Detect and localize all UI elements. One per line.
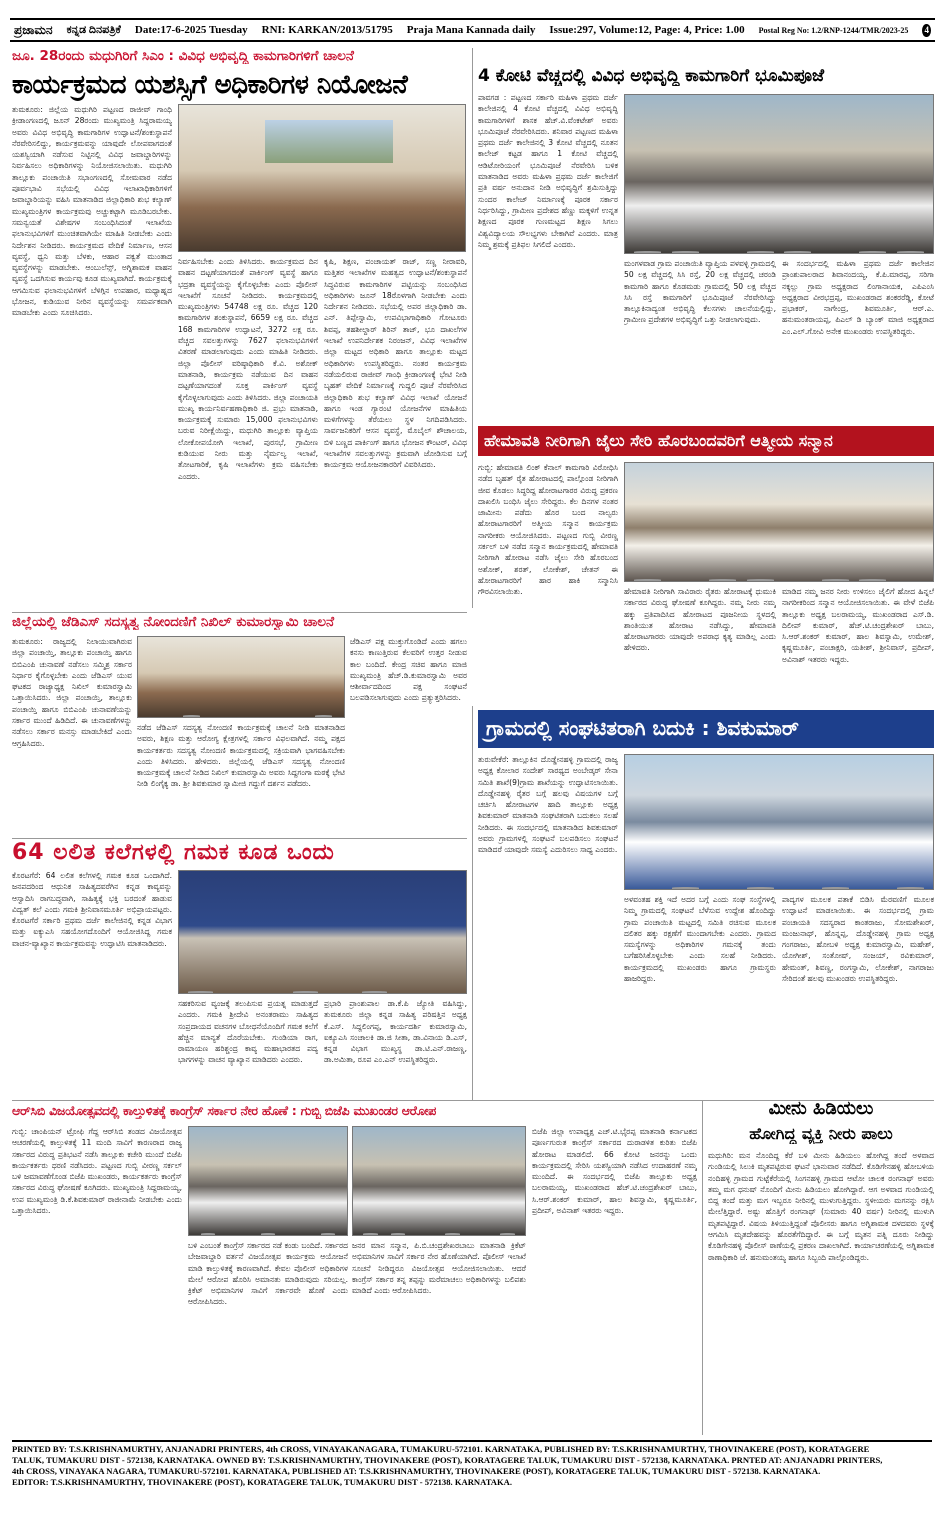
story2-column-1: ಪಾವಗಡ : ಪಟ್ಟಣದ ಸರ್ಕಾರಿ ಮಹಿಳಾ ಪ್ರಥಮ ದರ್ಜೆ ಕಾಲೇಜಿನಲ್ಲಿ 4 ಕೋಟಿ ವೆಚ್ಚದಲ್ಲಿ ವಿವಿಧ ಅಭಿವೃದ್ಧಿ ಕಾಮಗಾರಿಗಳಿಗೆ ಶಾಸಕ ಹೆಚ್.ವಿ.ವೆಂಕಟೇಶ್ ಅವರು ಭೂಮಿಪೂಜೆ ನೆರವೇರಿಸಿದರು. ಶನಿವಾರ ಪಟ್ಟಣದ ಮಹಿಳಾ ಪ್ರಥಮ ದರ್ಜೆ ಕಾಲೇಜಿನಲ್ಲಿ 3 ಕೋಟಿ ವೆಚ್ಚದಲ್ಲಿ ನೂತನ ಕಾಲೇಜ್ ಕಟ್ಟಡ ಹಾಗೂ 1 ಕೋಟಿ ವೆಚ್ಚದಲ್ಲಿ ಆಡಿಟೋರಿಯಂಗೆ ಭೂಮಿಪೂಜೆ ನೆರವೇರಿಸಿ ಬಳಿಕ ಮಾತನಾಡಿದ ಅವರು ಮಹಿಳಾ ಪ್ರಥಮ ದರ್ಜೆ ಕಾಲೇಜಿಗೆ ಪ್ರತಿ ವರ್ಷ ಅನುದಾನ ನೀಡಿ ಅಭಿವೃದ್ಧಿಗೆ ಶ್ರಮಿಸುತ್ತಿದ್ದು ಸುಂದರ ಕಾಲೇಜ್ ನಿರ್ಮಾಣಕ್ಕೆ ಪೂರಕ ಸರ್ಕಾರ ನಿರ್ಧರಿಸಿದ್ದು, ಗ್ರಾಮೀಣ ಪ್ರದೇಶದ ಹೆಣ್ಣು ಮಕ್ಕಳಿಗೆ ಉನ್ನತ ಶಿಕ್ಷಣದ ಪೂರಕ ಗುಣಮಟ್ಟದ ಶಿಕ್ಷಣ ಸಿಗಲು ವಿಶ್ವವಿದ್ಯಾಲಯ ಸೌಲಭ್ಯಗಳು ಬೇಕಾಗಿವೆ ಎಂದರು. ಮಾತ್ರ ನಿಮ್ಮ ಶ್ರಮಕ್ಕೆ ಪ್ರತಿಫಲ ಸಿಗಲಿದೆ ಎಂದರು.	[478, 93, 618, 249]
story4-headline: ಜಿಲ್ಲೆಯಲ್ಲಿ ಜೆಡಿಎಸ್ ಸದಸ್ಯತ್ವ ನೋಂದಣಿಗೆ ನಿಖಿಲ್ ಕುಮಾರಸ್ವಾಮಿ ಚಾಲನೆ	[12, 614, 335, 630]
story1-headline: ಕಾರ್ಯಕ್ರಮದ ಯಶಸ್ಸಿಗೆ ಅಧಿಕಾರಿಗಳ ನಿಯೋಜನೆ	[12, 70, 408, 100]
story2-column-2: ಮಂಗಳವಾಡ ಗ್ರಾಮ ಪಂಚಾಯಿತಿ ವ್ಯಾಪ್ತಿಯ ಪಳವಳ್ಳಿ ಗ್ರಾಮದಲ್ಲಿ 50 ಲಕ್ಷ ವೆಚ್ಚದಲ್ಲಿ ಸಿಸಿ ರಸ್ತೆ, 20 ಲಕ್ಷ ವೆಚ್ಚದಲ್ಲಿ ಚರಂಡಿ ಕಾಮಗಾರಿ ಹಾಗೂ ಕೊಡಮಡು ಗ್ರಾಮದಲ್ಲಿ 50 ಲಕ್ಷ ವೆಚ್ಚದ ಸಿಸಿ ರಸ್ತೆ ಕಾಮಗಾರಿಗೆ ಭೂಮಿಪೂಜೆ ನೆರವೇರಿಸಿದ್ದು ತಾಲ್ಲೂಕಿನಾದ್ಯಂತ ಅಭಿವೃದ್ಧಿ ಕೆಲಸಗಳು ಚಾಲನೆಯಲ್ಲಿದ್ದು, ಗ್ರಾಮೀಣ ಪ್ರದೇಶಗಳ ಅಭಿವೃದ್ಧಿಗೆ ಒತ್ತು ನೀಡಲಾಗುವುದು.	[624, 259, 776, 325]
story3-column-1: ಗುಬ್ಬಿ: ಹೇಮಾವತಿ ಲಿಂಕ್ ಕೆನಾಲ್ ಕಾಮಗಾರಿ ವಿರೋಧಿಸಿ ನಡೆದ ಬೃಹತ್ ರೈತ ಹೋರಾಟದಲ್ಲಿ ಪಾಲ್ಗೊಂಡ ನೀರಿಗಾಗಿ ಜೀವ ಕೊಡಲು ಸಿದ್ಧರಿದ್ದ ಹೋರಾಟಗಾರರ ವಿರುದ್ಧ ಪ್ರಕರಣ ದಾಖಲಿಸಿ ಬಂಧಿಸಿ ಜೈಲು ಸೇರಿದ್ದರು. ಕೆಲ ದಿನಗಳ ನಂತರ ಜಾಮೀನು ಪಡೆದು ಹೊರ ಬಂದ ನಾಲ್ವರು ಹೋರಾಟಗಾರರಿಗೆ ಅತ್ಮೀಯ ಸನ್ಮಾನ ಕಾರ್ಯಕ್ರಮ ನಾಗರೀಕರು ಆಯೋಜಿಸಿದರು. ಪಟ್ಟಣದ ಗುಬ್ಬಿ ವೀರಣ್ಣ ಸರ್ಕಲ್ ಬಳಿ ನಡೆದ ಸನ್ಮಾನ ಕಾರ್ಯಕ್ರಮದಲ್ಲಿ ಹೇಮಾವತಿ ನೀರಿಗಾಗಿ ಹೋರಾಟ ನಡೆಸಿ ಜೈಲು ಸೇರಿ ಹೊರಬಂದ ಅಶೋಕ್, ಶರತ್, ಲೋಕೇಶ್, ಚೇತನ್ ಈ ಹೋರಾಟಗಾರರಿಗೆ ಹಾರ ಹಾಕಿ ಸನ್ಮಾನಿಸಿ ಗೌರವಿಸಲಾಯಿತು.	[478, 463, 618, 597]
imprint-line-1: PRINTED BY: T.S.KRISHNAMURTHY, ANJANADRI PRINTERS, 4th CROSS, VINAYAKANAGARA, TUMAKURU-572101. KARNATAKA, PUBLISHED BY: T.S.KRISHNAMURTHY, THOVINAKERE (POST), KORATAGERE	[12, 1444, 870, 1454]
masthead-tagline: ಕನ್ನಡ ದಿನಪತ್ರಿಕೆ	[66, 23, 121, 36]
story3-headline: ಹೇಮಾವತಿ ನೀರಿಗಾಗಿ ಜೈಲು ಸೇರಿ ಹೊರಬಂದವರಿಗೆ ಆತ್ಮೀಯ ಸನ್ಮಾನ	[478, 426, 934, 456]
story7-column-3: ಜನರ ಮಾನ ಸನ್ಮಾನ, ಪಿ.ಬಿ.ಚಂದ್ರಶೇಖರಬಾಬು ಮಾತನಾಡಿ ಕ್ರಿಕೆಟ್ ಅಭಿಮಾನಿಗಳ ಸಾವಿಗೆ ಸರ್ಕಾರ ನೇರ ಹೊಣೆಯಾಗಿದೆ. ಪೊಲೀಸ್ ಇಲಾಖೆ ಸೂಚನೆ ನೀಡಿದ್ದರೂ ವಿಜಯೋತ್ಸವ ಆಯೋಜಿಸಲಾಯಿತು. ಆದರೆ ಕಾಂಗ್ರೆಸ್ ಸರ್ಕಾರ ತನ್ನ ತಪ್ಪನ್ನು ಮರೆಮಾಚಲು ಅಧಿಕಾರಿಗಳನ್ನು ಬಲಿಪಶು ಮಾಡಿದೆ ಎಂದು ಆರೋಪಿಸಿದರು.	[352, 1241, 526, 1296]
page-number-badge: 4	[922, 24, 931, 37]
story8-body: ಮಧುಗಿರಿ: ಮನ ನೊಂದಿದ್ದ ಕೆರೆ ಬಳಿ ಮೀನು ಹಿಡಿಯಲು ಹೋಗಿದ್ದ ತಂದೆ ಅಳವಾದ ಗುಂಡಿಯಲ್ಲಿ ಸಿಲುಕಿ ಮೃತಪಟ್ಟಿರುವ ಘಟನೆ ಭಾನುವಾರ ನಡೆದಿದೆ. ಕೊಡಿಗೇನಹಳ್ಳಿ ಹೋಬಳಿಯ ನಂದಿಹಳ್ಳಿ ಗ್ರಾಮದ ಗುಟ್ಟೆಕೆರೆಯಲ್ಲಿ ಸಿಂಗನಹಳ್ಳಿ ಗ್ರಾಮದ ಆಟೋ ಚಾಲಕ ರಂಗನಾಥ್ ಅವರು ತಮ್ಮ ಮಗ ಧನುಷ್ ನೊಂದಿಗೆ ಮೀನು ಹಿಡಿಯಲು ಹೋಗಿದ್ದಾರೆ. ಆಗ ಅಳವಾದ ಗುಂಡಿಯಲ್ಲಿ ಬಿದ್ದ ತಂದೆ ಮತ್ತು ಮಗ ಇಬ್ಬರೂ ನೀರಿನಲ್ಲಿ ಮುಳುಗುತ್ತಿದ್ದರು. ಸ್ಥಳೀಯರು ಮಗನನ್ನು ರಕ್ಷಿಸಿ ಮೇಲೆತ್ತಿದ್ದಾರೆ. ಅಷ್ಟು ಹೊತ್ತಿಗೆ ರಂಗನಾಥ್ (ಸುಮಾರು 40 ವರ್ಷ) ನೀರಿನಲ್ಲಿ ಮುಳುಗಿ ಮೃತಪಟ್ಟಿದ್ದಾರೆ. ವಿಷಯ ತಿಳಿಯುತ್ತಿದ್ದಂತೆ ಪೊಲೀಸರು ಹಾಗೂ ಅಗ್ನಿಶಾಮಕ ದಳದವರು ಸ್ಥಳಕ್ಕೆ ಆಗಮಿಸಿ ಮೃತದೇಹವನ್ನು ಹೊರತೆಗೆದಿದ್ದಾರೆ. ಈ ಬಗ್ಗೆ ಮೃತನ ಪತ್ನಿ ದೂರು ನೀಡಿದ್ದು ಕೊಡಿಗೇನಹಳ್ಳಿ ಪೊಲೀಸ್ ಠಾಣೆಯಲ್ಲಿ ಪ್ರಕರಣ ದಾಖಲಾಗಿದೆ. ಕಾರ್ಯಾಚರಣೆಯಲ್ಲಿ ಅಗ್ನಿಶಾಮಕ ಠಾಣಾಧಿಕಾರಿ ಜೆ. ಹನುಮಂತಯ್ಯ ಹಾಗೂ ಸಿಬ್ಬಂದಿ ಪಾಲ್ಗೊಂಡಿದ್ದರು.	[708, 1151, 934, 1262]
story8-headline-line1: ಮೀನು ಹಿಡಿಯಲು	[768, 1098, 874, 1119]
story1-column-2: ನಿರ್ವಹಿಸಬೇಕು ಎಂದು ತಿಳಿಸಿದರು. ಕಾರ್ಯಕ್ರಮದ ದಿನ ವಾಹನ ದಟ್ಟಣೆಯಾಗದಂತೆ ಪಾರ್ಕಿಂಗ್ ವ್ಯವಸ್ಥೆ ಹಾಗೂ ಭದ್ರತಾ ವ್ಯವಸ್ಥೆಯನ್ನು ಕೈಗೊಳ್ಳಬೇಕು ಎಂದು ಪೊಲೀಸ್ ಇಲಾಖೆಗೆ ಸೂಚನೆ ನೀಡಿದರು. ಕಾರ್ಯಕ್ರಮದಲ್ಲಿ ಮುಖ್ಯಮಂತ್ರಿಗಳು 54748 ಲಕ್ಷ ರೂ. ವೆಚ್ಚದ 120 ಕಾಮಗಾರಿಗಳ ಶಂಕುಸ್ಥಾಪನೆ, 6659 ಲಕ್ಷ ರೂ. ವೆಚ್ಚದ 168 ಕಾಮಗಾರಿಗಳ ಉದ್ಘಾಟನೆ, 3272 ಲಕ್ಷ ರೂ. ವೆಚ್ಚದ ಸವಲತ್ತುಗಳನ್ನು 7627 ಫಲಾನುಭವಿಗಳಿಗೆ ವಿತರಣೆ ಮಾಡಲಾಗುವುದು ಎಂದು ಮಾಹಿತಿ ನೀಡಿದರು. ಜಿಲ್ಲಾ ಪೊಲೀಸ್ ವರಿಷ್ಠಾಧಿಕಾರಿ ಕೆ.ವಿ. ಅಶೋಕ್ ಮಾತನಾಡಿ, ಕಾರ್ಯಕ್ರಮ ನಡೆಯುವ ದಿನ ವಾಹನ ದಟ್ಟಣೆಯಾಗದಂತೆ ಸೂಕ್ತ ಪಾರ್ಕಿಂಗ್ ವ್ಯವಸ್ಥೆ ಕೈಗೊಳ್ಳಲಾಗುವುದು ಎಂದು ತಿಳಿಸಿದರು. ಜಿಲ್ಲಾ ಪಂಚಾಯತಿ ಮುಖ್ಯ ಕಾರ್ಯನಿರ್ವಹಣಾಧಿಕಾರಿ ಜಿ. ಪ್ರಭು ಮಾತನಾಡಿ, ಕಾರ್ಯಕ್ರಮಕ್ಕೆ ಸುಮಾರು 15,000 ಫಲಾನುಭವಿಗಳು ಬರುವ ನಿರೀಕ್ಷೆಯಿದ್ದು, ಮಧುಗಿರಿ ತಾಲ್ಲೂಕು ವ್ಯಾಪ್ತಿಯ ಲೋಕೋಪಯೋಗಿ ಇಲಾಖೆ, ಪುರಸಭೆ, ಗ್ರಾಮೀಣ ಕುಡಿಯುವ ನೀರು ಮತ್ತು ನೈರ್ಮಲ್ಯ ಇಲಾಖೆ, ತೋಟಗಾರಿಕೆ, ಕೃಷಿ ಇಲಾಖೆಗಳು ಕ್ರಮ ವಹಿಸಬೇಕು ಎಂದರು.	[178, 257, 318, 481]
story5-photo-gamaka	[178, 870, 467, 994]
story6-column-1: ತುರುವೇಕೆರೆ: ತಾಲ್ಲೂಕಿನ ದೊಡ್ಡೇನಹಳ್ಳಿ ಗ್ರಾಮದಲ್ಲಿ ರಾಜ್ಯ ಅಧ್ಯಕ್ಷ ಕೋಲಾರ ಸಂದೇಶ್ ಸಾರಥ್ಯದ ಅಂಬೇಡ್ಕರ್ ಸೇನಾ ಸಮಿತಿ ಶಾಖೆ(9)ಗ್ರಾಮ ಶಾಖೆಯನ್ನು ಉದ್ಘಾಟಿಸಲಾಯಿತು. ದೊಡ್ಡೇನಹಳ್ಳಿ ರೈತರ ಬಗ್ಗೆ ಹಲವು ವಿಷಯಗಳ ಬಗ್ಗೆ ಚರ್ಚಿಸಿ ಹೋರಾಟಗಳ ಹಾದಿ ತಾಲ್ಲೂಕು ಅಧ್ಯಕ್ಷ ಶಿವಕುಮಾರ್ ಮಾತನಾಡಿ ಸಂಘಟಿತರಾಗಿ ಬದುಕಲು ಸಲಹೆ ನೀಡಿದರು. ಈ ಸಂದರ್ಭದಲ್ಲಿ ಮಾತನಾಡಿದ ಶಿವಕುಮಾರ್ ಅವರು ಗ್ರಾಮಗಳಲ್ಲಿ ಸಂಘಟನೆ ಬಲಪಡಿಸಲು ಸಂಘಟನೆ ಮಾಡಿದರೆ ಯಾವುದೇ ಸಮಸ್ಯೆ ಎದುರಿಸಲು ಸಾಧ್ಯ ಎಂದರು.	[478, 755, 618, 855]
story2-headline: 4 ಕೋಟಿ ವೆಚ್ಚದಲ್ಲಿ ವಿವಿಧ ಅಭಿವೃದ್ಧಿ ಕಾಮಗಾರಿಗೆ ಭೂಮಿಪೂಜೆ	[478, 66, 825, 86]
story8-headline-line2: ಹೋಗಿದ್ದ ವ್ಯಕ್ತಿ ನೀರು ಪಾಲು	[749, 1124, 893, 1143]
story5-column-1: ಕೊರಟಗೆರೆ: 64 ಲಲಿತ ಕಲೆಗಳಲ್ಲಿ ಗಮಕ ಕೂಡ ಒಂದಾಗಿದೆ. ಜನಪದರಿಂದ ಆಧುನಿಕ ಸಾಹಿತ್ಯದವರೆಗಿನ ಕನ್ನಡ ಕಾವ್ಯವನ್ನು ಆಸ್ವಾದಿಸಿ ರಾಗಬದ್ಧವಾಗಿ, ಸಾಹಿತ್ಯಕ್ಕೆ ಭಕ್ತಿ ಬರದಂತೆ ಹಾಡುವ ವಿದ್ವತ್ ಕಲೆ ಎಂದು ಗಮಕಿ ಶ್ರೀನಿವಾಸಮೂರ್ತಿ ಅಭಿಪ್ರಾಯಪಟ್ಟರು. ಕೊರಟಗೆರೆ ಸರ್ಕಾರಿ ಪ್ರಥಮ ದರ್ಜೆ ಕಾಲೇಜಿನಲ್ಲಿ ಕನ್ನಡ ವಿಭಾಗ ಮತ್ತು ಐಕ್ಯುಎಸಿ ಸಹಯೋಗದೊಂದಿಗೆ ಆಯೋಜಿಸಿದ್ದ ಗಮಕ ವಾಚನ-ವ್ಯಾಖ್ಯಾನ ಕಾರ್ಯಕ್ರಮವನ್ನು ಉದ್ಘಾಟಿಸಿ ಮಾತನಾಡಿದರು.	[12, 871, 172, 948]
story7-photo-protest-1	[188, 1126, 348, 1236]
masthead	[10, 18, 935, 42]
story6-photo-shivakumar	[624, 754, 934, 890]
story5-column-3: ಪ್ರಭಾರಿ ಪ್ರಾಂಶುಪಾಲ ಡಾ.ಕೆ.ಪಿ ಜ್ಯೋತಿ ವಹಿಸಿದ್ದು, ತುಮಕೂರು ಜಿಲ್ಲಾ ಕನ್ನಡ ಸಾಹಿತ್ಯ ಪರಿಷತ್ತಿನ ಅಧ್ಯಕ್ಷ ಕೆ.ಎಸ್. ಸಿದ್ದಲಿಂಗಪ್ಪ, ಕಾರ್ಯದರ್ಶಿ ಕುಮಾರಸ್ವಾಮಿ, ಐಕ್ಯೂಎಸಿ ಸಂಚಾಲಕಿ ಡಾ.ಜಿ ಸೀತಾ, ಡಾ.ವಿನಾಯ ಡಿ.ಎಸ್, ಕನ್ನಡ ವಿಭಾಗ ಮುಖ್ಯಸ್ಥ ಡಾ.ಟಿ.ಎನ್.ರಾಜಣ್ಣ, ಡಾ.ಅಮಿತಾ, ರೂಪ ಎಂ.ಎನ್ ಉಪಸ್ಥಿತರಿದ್ದರು.	[324, 999, 467, 1065]
story6-headline: ಗ್ರಾಮದಲ್ಲಿ ಸಂಘಟಿತರಾಗಿ ಬದುಕಿ : ಶಿವಕುಮಾರ್	[478, 710, 934, 748]
masthead-postal: Postal Reg No: 1.2/RNP-1244/TMR/2023-25	[758, 25, 909, 35]
masthead-rni: RNI: KARKAN/2013/51795	[261, 24, 393, 36]
story1-kicker: ಜೂ. 28ರಂದು ಮಧುಗಿರಿಗೆ ಸಿಎಂ : ವಿವಿಧ ಅಭಿವೃದ್ಧಿ ಕಾಮಗಾರಿಗಳಿಗೆ ಚಾಲನೆ	[12, 48, 354, 64]
story2-photo-bhoomipooja	[624, 94, 934, 254]
story5-headline: 64 ಲಲಿತ ಕಲೆಗಳಲ್ಲಿ ಗಮಕ ಕೂಡ ಒಂದು	[12, 840, 335, 865]
imprint-line-3: 4th CROSS, VINAYAKA NAGARA, TUMAKURU-572101. KARNATAKA, PUBLISHED AT: T.S.KRISHNAMURTHY, THOVINAKERE (POST), KORATAGERE TALUK, TUMAKURU DIST - 572138. KARNATAKA.	[12, 1466, 821, 1476]
story7-headline: ಆರ್‌ಸಿಬಿ ವಿಜಯೋತ್ಸವದಲ್ಲಿ ಕಾಲ್ತುಳಿತಕ್ಕೆ ಕಾಂಗ್ರೆಸ್ ಸರ್ಕಾರ ನೇರ ಹೊಣೆ : ಗುಬ್ಬಿ ಬಿಜೆಪಿ ಮುಖಂಡರ ಆರೋಪ	[12, 1103, 437, 1118]
story1-column-1: ತುಮಕೂರು: ಜಿಲ್ಲೆಯ ಮಧುಗಿರಿ ಪಟ್ಟಣದ ರಾಜೀವ್ ಗಾಂಧಿ ಕ್ರೀಡಾಂಗಣದಲ್ಲಿ ಜೂನ್ 28ರಂದು ಮುಖ್ಯಮಂತ್ರಿ ಸಿದ್ದರಾಮಯ್ಯ ಅವರು ವಿವಿಧ ಅಭಿವೃದ್ಧಿ ಕಾಮಗಾರಿಗಳ ಉದ್ಘಾಟನೆ/ಶಂಕುಸ್ಥಾಪನೆ ನೆರವೇರಿಸಲಿದ್ದು, ಕಾರ್ಯಕ್ರಮವನ್ನು ಯಾವುದೇ ಲೋಪವಾಗದಂತೆ ಯಶಸ್ವಿಯಾಗಿ ನಡೆಸುವ ನಿಟ್ಟಿನಲ್ಲಿ ವಿವಿಧ ಜವಾಬ್ದಾರಿಗಳನ್ನು ನಿರ್ವಹಿಸಲು ಅಧಿಕಾರಿಗಳನ್ನು ನಿಯೋಜಿಸಲಾಯಿತು. ಮಧುಗಿರಿ ತಾಲ್ಲೂಕು ಪಂಚಾಯಿತಿ ಸಭಾಂಗಣದಲ್ಲಿ ಸೋಮವಾರ ನಡೆದ ಪೂರ್ವಭಾವಿ ಸಭೆಯಲ್ಲಿ ವಿವಿಧ ಇಲಾಖಾಧಿಕಾರಿಗಳಿಗೆ ಜವಾಬ್ದಾರಿಯನ್ನು ವಹಿಸಿ ಮಾತನಾಡಿದ ಜಿಲ್ಲಾಧಿಕಾರಿ ಶುಭ ಕಲ್ಯಾಣ್ ಮುಖ್ಯಮಂತ್ರಿಗಳ ಕಾರ್ಯಕ್ರಮವು ಅಚ್ಚುಕಟ್ಟಾಗಿ ಮೂಡಿಬರಬೇಕು. ಸಮನ್ವಯತೆ ವಿಶೇಷಗಳ ಸಂಬಂಧಿಸಿದಂತೆ ಇಲಾಖೆಯ ಫಲಾನುಭವಿಗಳಿಗೆ ಮುಂಚಿತವಾಗಿಯೇ ಮಾಹಿತಿ ನೀಡಬೇಕು ಎಂದು ನಿರ್ದೇಶನ ನೀಡಿದರು. ಕಾರ್ಯಕ್ರಮದ ವೇದಿಕೆ ನಿರ್ಮಾಣ, ಆಸನ ವ್ಯವಸ್ಥೆ, ಧ್ವನಿ ಮತ್ತು ಬೆಳಕು, ಆಹಾರ ಪಕ್ವತೆ ಮುಂತಾದ ವ್ಯವಸ್ಥೆಗಳನ್ನು ಮಾಡಬೇಕು. ಆಂಬುಲೆನ್ಸ್, ಅಗ್ನಿಶಾಮಕ ವಾಹನ ವ್ಯವಸ್ಥೆ ಒದಗಿಸುವ ಕಾರ್ಯವು ಕೂಡ ಮುಖ್ಯವಾಗಿದೆ. ಕಾರ್ಯಕ್ರಮಕ್ಕೆ ಆಗಮಿಸುವ ಫಲಾನುಭವಿಗಳಿಗೆ ಬೆಳಿಗ್ಗಿನ ಉಪಹಾರ, ಮಧ್ಯಾಹ್ನದ ಭೋಜನ, ಕುಡಿಯುವ ನೀರಿನ ವ್ಯವಸ್ಥೆಯನ್ನು ಸಮರ್ಪಕವಾಗಿ ಮಾಡಬೇಕು ಎಂದು ಸೂಚಿಸಿದರು.	[12, 105, 172, 318]
story7-photo-protest-2	[352, 1126, 526, 1236]
story7-column-2: ಬಳಿ ಎಂಬಂತೆ ಕಾಂಗ್ರೆಸ್ ಸರ್ಕಾರದ ನಡೆ ಕಂಡು ಬಂದಿದೆ. ಸರ್ಕಾರದ ಬೇಜವಾಬ್ದಾರಿ ವರ್ತನೆ ವಿಜಯೋತ್ಸವ ಕಾರ್ಯಕ್ರಮ ಆಯೋಜನೆ ಮಾಡಿ ಕಾಲ್ತುಳಿತಕ್ಕೆ ಕಾರಣವಾಗಿದೆ. ಕೇವಲ ಪೊಲೀಸ್ ಅಧಿಕಾರಿಗಳ ಮೇಲೆ ಆರೋಪ ಹೊರಿಸಿ ಅಮಾನತು ಮಾಡಿರುವುದು ಸರಿಯಲ್ಲ. ಕ್ರಿಕೆಟ್ ಅಭಿಮಾನಿಗಳ ಸಾವಿಗೆ ಸರ್ಕಾರವೇ ಹೊಣೆ ಎಂದು ಆರೋಪಿಸಿದರು.	[188, 1241, 348, 1307]
story2-column-3: ಈ ಸಂದರ್ಭದಲ್ಲಿ ಮಹಿಳಾ ಪ್ರಥಮ ದರ್ಜೆ ಕಾಲೇಜಿನ ಪ್ರಾಂಶುಪಾಲರಾದ ಶಿವಾನಂದಯ್ಯ, ಕೆ.ಪಿ.ಮಾರಪ್ಪ, ಸರಿಗಾ ನಕ್ಕಲ್ಲು ಗ್ರಾಮ ಅಧ್ಯಕ್ಷರಾದ ಲಿಂಗಾನಾಯಕ, ಎಪಿಎಂಸಿ ಅಧ್ಯಕ್ಷರಾದ ವೀರಭದ್ರಪ್ಪ, ಮುಖಂಡರಾದ ಶಂಕರರೆಡ್ಡಿ, ಕೋಟೆ ಪ್ರಭಾಕರ್, ನಾಗೇಂದ್ರ, ಶಿವಮೂರ್ತಿ, ಆರ್.ಎ. ಹನುಮಂತರಾಯಪ್ಪ, ಪಿಎಲ್ ಡಿ ಬ್ಯಾಂಕ್ ಮಾಜಿ ಅಧ್ಯಕ್ಷರಾದ ಎಂ.ಎಲ್.ಗೋವಿ ಅನೇಕ ಮುಖಂಡರು ಉಪಸ್ಥಿತರಿದ್ದರು.	[782, 259, 934, 336]
story4-column-2: ನಡೆದ ಜೆಡಿಎಸ್ ಸದಸ್ಯತ್ವ ನೋಂದಣಿ ಕಾರ್ಯಕ್ರಮಕ್ಕೆ ಚಾಲನೆ ನೀಡಿ ಮಾತನಾಡಿದ ಅವರು, ಶಿಕ್ಷಣ ಮತ್ತು ಆರೋಗ್ಯ ಕ್ಷೇತ್ರಗಳಲ್ಲಿ ಸರ್ಕಾರ ವಿಫಲವಾಗಿದೆ. ನಮ್ಮ ಪಕ್ಷದ ಕಾರ್ಯಕರ್ತರು ಸದಸ್ಯತ್ವ ನೋಂದಣಿ ಕಾರ್ಯಕ್ರಮದಲ್ಲಿ ಸಕ್ರಿಯವಾಗಿ ಭಾಗವಹಿಸಬೇಕು ಎಂದು ತಿಳಿಸಿದರು. ಹೇಳಿದರು. ಜಿಲ್ಲೆಯಲ್ಲಿ ಜೆಡಿಎಸ್ ಸದಸ್ಯತ್ವ ನೋಂದಣಿ ಕಾರ್ಯಕ್ರಮಕ್ಕೆ ಚಾಲನೆ ನೀಡಿದ ನಿಖಿಲ್ ಕುಮಾರಸ್ವಾಮಿ ಅವರು ಸಿದ್ದಗಂಗಾ ಮಠಕ್ಕೆ ಭೇಟಿ ನೀಡಿ ಲಿಂಗೈಕ್ಯ ಡಾ. ಶ್ರೀ ಶಿವಕುಮಾರ ಸ್ವಾಮೀಜಿ ಗದ್ದುಗೆ ದರ್ಶನ ಪಡೆದರು.	[137, 723, 345, 789]
imprint-footer	[12, 1440, 932, 1488]
story6-column-3: ಪಾದ್ಯಗಳ ಮೂಲಕ ಪತಾಕೆ ಬಿಡಿಸಿ ಮೆರವಣಿಗೆ ಮೂಲಕ ಉದ್ಘಾಟನೆ ಮಾಡಲಾಯಿತು. ಈ ಸಂದರ್ಭದಲ್ಲಿ ಗ್ರಾಮ ಪಂಚಾಯತಿ ಸದಸ್ಯರಾದ ಕಾಂತರಾಜು, ಸೋಮಶೇಖರ್, ಮಂಜುನಾಥ್, ಹೊನ್ನಪ್ಪ, ದೊಡ್ಡೇನಹಳ್ಳಿ ಗ್ರಾಮ ಅಧ್ಯಕ್ಷ ಗಂಗರಾಜು, ಹೋಬಳಿ ಅಧ್ಯಕ್ಷ ಕುಮಾರಸ್ವಾಮಿ, ಮಹೇಶ್, ಯೋಗೀಶ್, ಸಂತೋಷ್, ಸಂಜಯ್, ರವಿಕುಮಾರ್, ಹೇಮಂತ್, ಶಿವಣ್ಣ, ರಂಗಸ್ವಾಮಿ, ಲೋಕೇಶ್, ನಾಗರಾಜು ಸೇರಿದಂತೆ ಹಲವು ಮುಖಂಡರು ಉಪಸ್ಥಿತರಿದ್ದರು.	[782, 895, 934, 984]
story1-column-3: ಕೃಷಿ, ಶಿಕ್ಷಣ, ಪಂಚಾಯತ್ ರಾಜ್, ಸಣ್ಣ ನೀರಾವರಿ, ಮತ್ತಿತರ ಇಲಾಖೆಗಳ ಮಹತ್ವದ ಉದ್ಘಾಟನೆ/ಶಂಕುಸ್ಥಾಪನೆ ಸಿದ್ಧವಿರುವ ಕಾಮಗಾರಿಗಳ ಪಟ್ಟಿಯನ್ನು ಸಂಬಂಧಿಸಿದ ಅಧಿಕಾರಿಗಳು ಜೂನ್ 18ರೊಳಗಾಗಿ ನೀಡಬೇಕು ಎಂದು ನಿರ್ದೇಶನ ನೀಡಿದರು. ಸಭೆಯಲ್ಲಿ ಅಪರ ಜಿಲ್ಲಾಧಿಕಾರಿ ಡಾ. ಎನ್. ತಿಪ್ಪೇಸ್ವಾಮಿ, ಉಪವಿಭಾಗಾಧಿಕಾರಿ ಗೋಟೂರು ಶಿವಪ್ಪ, ತಹಶೀಲ್ದಾರ್ ಶಿರಿನ್ ತಾಜ್, ಭೂ ದಾಖಲೆಗಳ ಇಲಾಖೆ ಉಪನಿರ್ದೇಶಕ ನಿರಂಜನ್, ವಿವಿಧ ಇಲಾಖೆಗಳ ಜಿಲ್ಲಾ ಮಟ್ಟದ ಅಧಿಕಾರಿ ಹಾಗೂ ತಾಲ್ಲೂಕು ಮಟ್ಟದ ಅಧಿಕಾರಿಗಳು ಉಪಸ್ಥಿತರಿದ್ದರು. ನಂತರ ಕಾರ್ಯಕ್ರಮ ನಡೆಯಲಿರುವ ರಾಜೀವ್ ಗಾಂಧಿ ಕ್ರೀಡಾಂಗಣಕ್ಕೆ ಭೇಟಿ ನೀಡಿ ಬೃಹತ್ ವೇದಿಕೆ ನಿರ್ಮಾಣಕ್ಕೆ ಗುದ್ದಲಿ ಪೂಜೆ ನೆರವೇರಿಸಿದ ಜಿಲ್ಲಾಧಿಕಾರಿ ಶುಭ ಕಲ್ಯಾಣ್ ವಿವಿಧ ಇಲಾಖೆ ಯೋಜನೆ ಹಾಗೂ ಇಂಡ ಗ್ಯಾರಂಟಿ ಯೋಜನೆಗಳ ಮಾಹಿತಿಯ ಮಳಿಗೆಗಳನ್ನು ತೆರೆಯಲು ಸ್ಥಳ ನಿಗದಿಪಡಿಸಿದರು. ಸಾರ್ವಜನಿಕರಿಗೆ ಆಸನ ವ್ಯವಸ್ಥೆ, ಮೊಬೈಲ್ ಶೌಚಾಲಯ, ಬಿಳಿ ಬಣ್ಣದ ಪಾರ್ಕಿಂಗ್ ಹಾಗೂ ಭೋಜನ ಕೌಂಟರ್, ವಿವಿಧ ಇಲಾಖೆಗಳ ಸವಲತ್ತುಗಳನ್ನು ಕ್ರಮವಾಗಿ ಜೋಡಿಸುವ ಬಗ್ಗೆ ಕಾರ್ಯಕ್ರಮ ಆಯೋಜನಕಾರರಿಗೆ ವಿವರಿಸಿದರು.	[324, 257, 467, 470]
story4-column-3: ಜೆಡಿಎಸ್ ಪಕ್ಷ ಮುಕ್ತುಗೊಂಡಿದೆ ಎಂದು ಹಗಲು ಕನಸು ಕಾಣುತ್ತಿರುವ ಕೆಲವರಿಗೆ ಉತ್ತರ ನೀಡುವ ಕಾಲ ಬಂದಿದೆ. ಕೇಂದ್ರ ಸಚಿವ ಹಾಗೂ ಮಾಜಿ ಮುಖ್ಯಮಂತ್ರಿ ಹೆಚ್.ಡಿ.ಕುಮಾರಸ್ವಾಮಿ ಅವರ ಆಶೀರ್ವಾದದಿಂದ ಪಕ್ಷ ಸಂಘಟನೆ ಬಲಪಡಿಸಲಾಗುವುದು ಎಂದು ಪ್ರತ್ಯುತ್ತರಿಸಿದರು.	[350, 637, 467, 703]
story7-column-1: ಗುಬ್ಬಿ: ಚಾಂಪಿಯನ್ ಟ್ರೋಫಿ ಗೆದ್ದ ಆರ್‌ಸಿಬಿ ತಂಡದ ವಿಜಯೋತ್ಸವ ಆಚರಣೆಯಲ್ಲಿ ಕಾಲ್ತುಳಿತಕ್ಕೆ 11 ಮಂದಿ ಸಾವಿಗೆ ಕಾರಣರಾದ ರಾಜ್ಯ ಸರ್ಕಾರದ ವಿರುದ್ಧ ಪ್ರತಿಭಟನೆ ನಡೆಸಿ ತಾಲ್ಲೂಕು ಕಚೇರಿ ಮುಂದೆ ಬಿಜೆಪಿ ಕಾರ್ಯಕರ್ತರು ಧರಣಿ ನಡೆಸಿದರು. ಪಟ್ಟಣದ ಗುಬ್ಬಿ ವೀರಣ್ಣ ಸರ್ಕಲ್ ಬಳಿ ಜಮಾವಣೆಗೊಂಡ ಬಿಜೆಪಿ ಮುಖಂಡರು, ಕಾರ್ಯಕರ್ತರು ಕಾಂಗ್ರೆಸ್ ಸರ್ಕಾರದ ವಿರುದ್ಧ ಘೋಷಣೆ ಕೂಗಿದರು. ಮುಖ್ಯಮಂತ್ರಿ ಸಿದ್ದರಾಮಯ್ಯ, ಉಪ ಮುಖ್ಯಮಂತ್ರಿ ಡಿ.ಕೆ.ಶಿವಕುಮಾರ್ ರಾಜೀನಾಮೆ ನೀಡಬೇಕು ಎಂದು ಒತ್ತಾಯಿಸಿದರು.	[12, 1127, 182, 1216]
imprint-line-4: EDITOR: T.S.KRISHNAMURTHY, THOVINAKERE (POST), KORATAGERE TALUK, TUMAKURU DIST - 572138. KARNATAKA.	[12, 1477, 513, 1487]
story4-photo-nikhil	[137, 636, 345, 718]
story7-column-4: ಬಿಜೆಪಿ ಜಿಲ್ಲಾ ಉಪಾಧ್ಯಕ್ಷ ಎಚ್.ಟಿ.ಭೈರಪ್ಪ ಮಾತನಾಡಿ ಕರ್ನಾಟಕದ ಪೂರ್ಣಗುರುತ ಕಾಂಗ್ರೆಸ್ ಸರ್ಕಾರದ ದುರಾಡಳಿತ ಕುರಿತು ಬಿಜೆಪಿ ಹೋರಾಟ ಮಾಡಲಿದೆ. 66 ಕೋಟಿ ಜನರನ್ನು ಒಂದು ಕಾರ್ಯಕ್ರಮದಲ್ಲಿ ಸೇರಿಸಿ ಯಶಸ್ವಿಯಾಗಿ ನಡೆಸಿದ ಉದಾಹರಣೆ ನಮ್ಮ ಮುಂದಿದೆ. ಈ ಸಂದರ್ಭದಲ್ಲಿ ಬಿಜೆಪಿ ತಾಲ್ಲೂಕು ಅಧ್ಯಕ್ಷ ಬಲರಾಮಯ್ಯ, ಮುಖಂಡರಾದ ಹೆಚ್.ಟಿ.ಚಂದ್ರಶೇಖರ್ ಬಾಬು, ಸಿ.ಆರ್.ಶಂಕರ್ ಕುಮಾರ್, ಹಾಲ ಶಿವಸ್ವಾಮಿ, ಕೃಷ್ಣಮೂರ್ತಿ, ಪ್ರದೀಪ್, ಅವಿನಾಶ್ ಇತರರು ಇದ್ದರು.	[532, 1127, 697, 1216]
story5-column-2: ಸಹಕರಿಸುವ ವ್ಯಂಜಕ್ಕೆ ತಲುಪಿಸುವ ಪ್ರಯತ್ನ ಮಾಡುತ್ತದೆ ಎಂದರು. ಗಮಕಿ ಶ್ರೀದೇವಿ ಅನಂತರಾಮು ಸಾಹಿತ್ಯದ ಸಂಪ್ರದಾಯದ ವಚನಗಳ ಬೋಧನೆಯೊಂದಿಗೆ ಗಮಕ ಕಲೆಗೆ ಹೆಚ್ಚಿನ ಮಾನ್ಯತೆ ದೊರೆಯಬೇಕು. ಗುಂಡಿಯಾ ರಾಗ, ರಾಮಾಯಣ ಹರಿಶ್ಚಂದ್ರ ಕಾವ್ಯ ಮಹಾಭಾರತದ ಪದ್ಯ ಭಾಗಗಳನ್ನು ವಾಚನ ವ್ಯಾಖ್ಯಾನ ಮಾಡಿದರು ಎಂದರು.	[178, 999, 318, 1065]
masthead-logo: ಪ್ರಜಾಮನ	[14, 22, 53, 37]
story3-photo-felicitation	[624, 462, 934, 582]
story3-column-2: ಹೇಮಾವತಿ ನೀರಿಗಾಗಿ ಸಾವಿರಾರು ರೈತರು ಹೋರಾಟಕ್ಕೆ ಧುಮುಕಿ ಸರ್ಕಾರದ ವಿರುದ್ಧ ಘೋಷಣೆ ಕೂಗಿದ್ದರು. ನಮ್ಮ ನೀರು ನಮ್ಮ ಹಕ್ಕು ಪ್ರತಿಪಾದಿಸಿದ ಹೋರಾಟದ ಪೂಜನೀಯ ಸ್ಥಳದಲ್ಲಿ ಶಾಂತಿಯುತ ಹೋರಾಟ ನಡೆಸಿದ್ದು, ಹೇಮಾವತಿ ಹೋರಾಟಗಾರರು ಯಾವುದೇ ಅಪರಾಧ ಕೃತ್ಯ ಮಾಡಿಲ್ಲ ಎಂದು ಹೇಳಿದರು.	[624, 587, 776, 653]
story1-photo-meeting	[178, 104, 466, 252]
masthead-paper-name: Praja Mana Kannada daily	[406, 24, 536, 36]
masthead-issue: Issue:297, Volume:12, Page: 4, Price: 1.00	[549, 24, 745, 36]
story3-column-3: ಮಾಡಿದ ನಮ್ಮ ಜನರ ನೀರು ಉಳಿಸಲು ಜೈಲಿಗೆ ಹೋದ ಹಿನ್ನಲೆ ನಾಗರೀಕರಿಂದ ಸನ್ಮಾನ ಆಯೋಜಿಸಲಾಯಿತು. ಈ ವೇಳೆ ಬಿಜೆಪಿ ತಾಲ್ಲೂಕು ಅಧ್ಯಕ್ಷ ಬಲರಾಮಯ್ಯ, ಮುಖಂಡರಾದ ಎಸ್.ಡಿ. ದಿಲೀಪ್ ಕುಮಾರ್, ಹೆಚ್.ಟಿ.ಚಂದ್ರಶೇಖರ್ ಬಾಬು, ಸಿ.ಆರ್.ಶಂಕರ್ ಕುಮಾರ್, ಹಾಲ ಶಿವಸ್ವಾಮಿ, ಉಮೇಶ್, ಕೃಷ್ಣಮೂರ್ತಿ, ಪಂಚಾಕ್ಷರಿ, ಯತೀಶ್, ಶ್ರೀನಿವಾಸ್, ಪ್ರದೀಪ್, ಅವಿನಾಶ್ ಇತರರು ಇದ್ದರು.	[782, 587, 934, 664]
story6-column-2: ಅಳವಂತಹ ಶಕ್ತಿ ಇದೆ ಅದರ ಬಗ್ಗೆ ಎಂದು ಸಂಘ ಸಂಸ್ಥೆಗಳಲ್ಲಿ ನಿಮ್ಮ ಗ್ರಾಮದಲ್ಲಿ ಸಂಘಟನೆ ಬೆಳೆಸುವ ಉದ್ದೇಶ ಹೊಂದಿದ್ದು ಗ್ರಾಮ ಪಂಚಾಯಿತಿ ಮಟ್ಟದಲ್ಲಿ ಸಮಿತಿ ರಚಿಸುವ ಮೂಲಕ ದಲಿತರ ಹಕ್ಕು ರಕ್ಷಣೆಗೆ ಮುಂದಾಗಬೇಕು ಎಂದರು. ಗ್ರಾಮದ ಸಮಸ್ಯೆಗಳನ್ನು ಅಧಿಕಾರಿಗಳ ಗಮನಕ್ಕೆ ತಂದು ಬಗೆಹರಿಸಿಕೊಳ್ಳಬೇಕು ಎಂದು ಸಲಹೆ ನೀಡಿದರು. ಕಾರ್ಯಕ್ರಮದಲ್ಲಿ ಮುಖಂಡರು ಹಾಗೂ ಗ್ರಾಮಸ್ಥರು ಹಾಜರಿದ್ದರು.	[624, 895, 776, 984]
masthead-date: Date:17-6-2025 Tuesday	[134, 24, 248, 36]
imprint-line-2: TALUK, TUMAKURU DIST - 572138, KARNATAKA. OWNED BY: T.S.KRISHNAMURTHY, THOVINAKERE (POST), KORATAGERE TALUK, TUMAKURU DIST - 572138, KARNATAKA. PRNTED AT: ANJANADRI PRINTERS,	[12, 1455, 883, 1465]
story4-column-1: ತುಮಕೂರು: ರಾಜ್ಯದಲ್ಲಿ ನಿಲಾಯುವಾಗಿರುವ ಜಿಲ್ಲಾ ಪಂಚಾಯ್ತಿ, ತಾಲ್ಲೂಕು ಪಂಚಾಯ್ತಿ ಹಾಗೂ ಬಿಬಿಎಂಪಿ ಚುನಾವಣೆ ನಡೆಸಲು ಸಮ್ಮಿಶ್ರ ಸರ್ಕಾರ ನಿರ್ಧಾರ ಕೈಗೊಳ್ಳಬೇಕು ಎಂದು ಜೆಡಿಎಸ್ ಯುವ ಘಟಕದ ರಾಜ್ಯಾಧ್ಯಕ್ಷ ನಿಖಿಲ್ ಕುಮಾರಸ್ವಾಮಿ ಒತ್ತಾಯಿಸಿದರು. ಜಿಲ್ಲಾ ಪಂಚಾಯ್ತಿ, ತಾಲ್ಲೂಕು ಪಂಚಾಯ್ತಿ ಹಾಗೂ ಬಿಬಿಎಂಪಿ ಚುನಾವಣೆಯನ್ನು ಸರ್ಕಾರ ಮುಂದೆ ಹಿಡಿದಿದೆ. ಈ ಚುನಾವಣೆಗಳನ್ನು ನಡೆಸಲು ಸರ್ಕಾರ ಮನಸ್ಸು ಮಾಡಬೇಕಿದೆ ಎಂದು ಆಗ್ರಹಿಸಿದರು.	[12, 637, 132, 748]
